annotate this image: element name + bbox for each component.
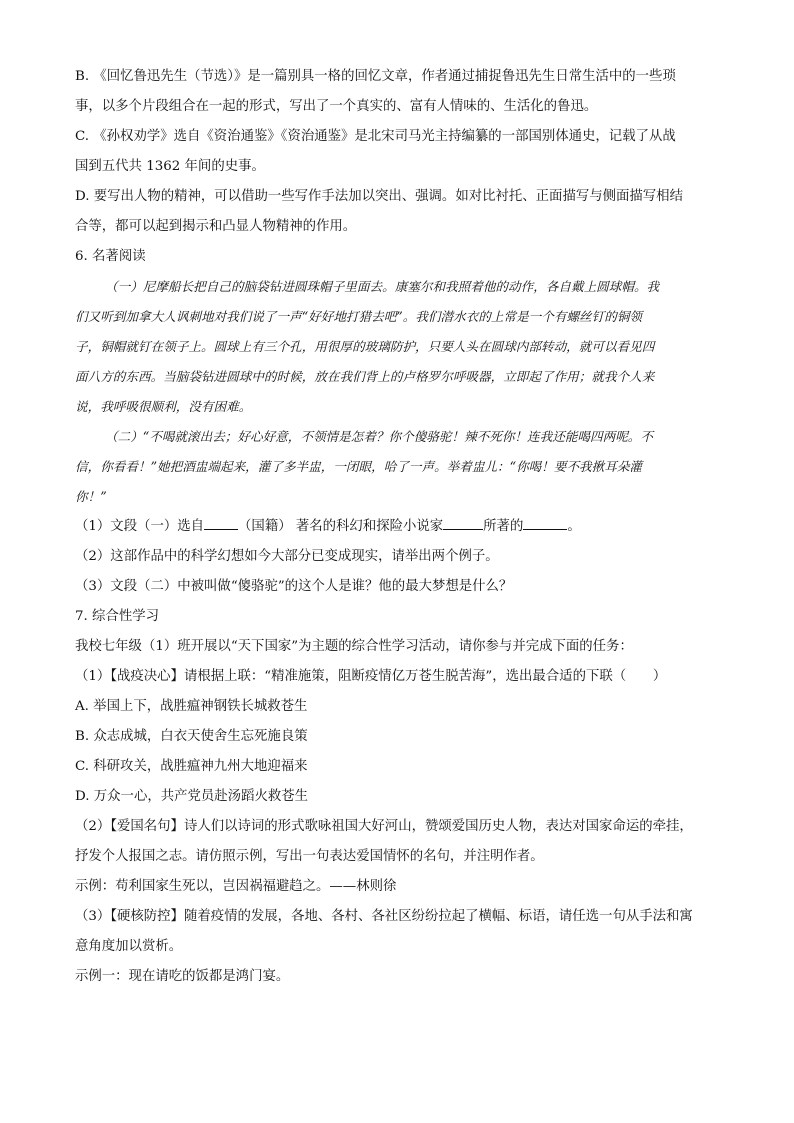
- question-7-1: （1）【战疫决心】请根据上联：“精准施策，阻断疫情亿万苍生脱苦海”，选出最合适的下联（ ）: [75, 669, 667, 684]
- passage-2-line-3: 你！”: [75, 489, 107, 504]
- option-c-line-2: 国到五代共 1362 年间的史事。: [75, 159, 265, 174]
- question-6-1-part-d: 。: [567, 519, 581, 534]
- passage-1-line-5: 说，我呼吸很顺利，没有困难。: [75, 399, 252, 414]
- answer-blank-author[interactable]: [443, 515, 483, 530]
- option-b-line-2: 事，以多个片段组合在一起的形式，写出了一个真实的、富有人情味的、生活化的鲁迅。: [75, 99, 598, 114]
- question-7-intro: 我校七年级（1）班开展以“天下国家”为主题的综合性学习活动，请你参与并完成下面的任务：: [75, 639, 633, 654]
- question-6-3: （3）文段（二）中被叫做“傻骆驼”的这个人是谁？他的最大梦想是什么？: [75, 579, 513, 594]
- passage-1-line-1: （一）尼摩船长把自己的脑袋钻进圆珠帽子里面去。康塞尔和我照着他的动作，各自戴上圆球帽。我: [105, 279, 660, 294]
- passage-1-line-4: 面八方的东西。当脑袋钻进圆球中的时候，放在我们背上的卢格罗尔呼吸器，立即起了作用；就我个人来: [75, 369, 655, 384]
- choice-d: D. 万众一心，共产党员赴汤蹈火救苍生: [75, 789, 309, 804]
- passage-2-line-2: 信，你看看！”她把酒盅端起来，灌了多半盅，一闭眼，哈了一声。举着盅儿：“你喝！要不我揪耳朵灌: [75, 459, 643, 474]
- example-slogan: 示例一：现在请吃的饭都是鸿门宴。: [75, 969, 290, 984]
- choice-c: C. 科研攻关，战胜瘟神九州大地迎福来: [75, 759, 308, 774]
- question-6-1-part-b: （国籍） 著名的科幻和探险小说家: [238, 519, 444, 534]
- passage-1-line-2: 们又听到加拿大人讽刺地对我们说了一声“好好地打猎去吧”。我们潜水衣的上常是一个有螺丝钉的铜领: [75, 309, 643, 324]
- question-6-2: （2）这部作品中的科学幻想如今大部分已变成现实，请举出两个例子。: [75, 549, 499, 564]
- question-6-1-part-c: 所著的: [483, 519, 524, 534]
- question-7-3-line-1: （3）【硬核防控】随着疫情的发展，各地、各村、各社区纷纷拉起了横幅、标语，请任选一句从手法和寓: [75, 909, 693, 924]
- question-7-title: 7. 综合性学习: [75, 609, 159, 624]
- answer-blank-nationality[interactable]: [204, 515, 238, 530]
- option-b-line-1: B. 《回忆鲁迅先生（节选）》是一篇别具一格的回忆文章，作者通过捕捉鲁迅先生日常生活中的一些琐: [75, 69, 676, 84]
- option-d-line-1: D. 要写出人物的精神，可以借助一些写作手法加以突出、强调。如对比衬托、正面描写与侧面描写相结: [75, 189, 683, 204]
- question-6-1: [75, 512, 724, 542]
- question-7-2-line-2: 抒发个人报国之志。请仿照示例，写出一句表达爱国情怀的名句，并注明作者。: [75, 849, 544, 864]
- question-7-3-line-2: 意角度加以赏析。: [75, 939, 183, 954]
- example-quote: 示例：苟利国家生死以，岂因祸福避趋之。——林则徐: [75, 879, 397, 894]
- choice-b: B. 众志成城，白衣天使舍生忘死施良策: [75, 729, 308, 744]
- option-c-line-1: C. 《孙权劝学》选自《资治通鉴》《资治通鉴》是北宋司马光主持编纂的一部国别体通史，记载了从战: [75, 129, 676, 144]
- passage-1-line-3: 子，铜帽就钉在领子上。圆球上有三个孔，用很厚的玻璃防护，只要人头在圆球内部转动，就可以看见四: [75, 339, 655, 354]
- question-7-2-line-1: （2）【爱国名句】诗人们以诗词的形式歌咏祖国大好河山，赞颂爱国历史人物，表达对国家命运的牵挂，: [75, 819, 693, 834]
- question-6-1-part-a: （1）文段（一）选自: [75, 519, 205, 534]
- question-6-title: 6. 名著阅读: [75, 249, 146, 264]
- option-d-line-2: 合等，都可以起到揭示和凸显人物精神的作用。: [75, 219, 357, 234]
- passage-2-line-1: （二）“不喝就滚出去；好心好意，不领情是怎着？你个傻骆驼！辣不死你！连我还能喝四两呢。不: [105, 429, 653, 444]
- answer-blank-book[interactable]: [523, 515, 567, 530]
- choice-a: A. 举国上下，战胜瘟神钢铁长城救苍生: [75, 699, 308, 714]
